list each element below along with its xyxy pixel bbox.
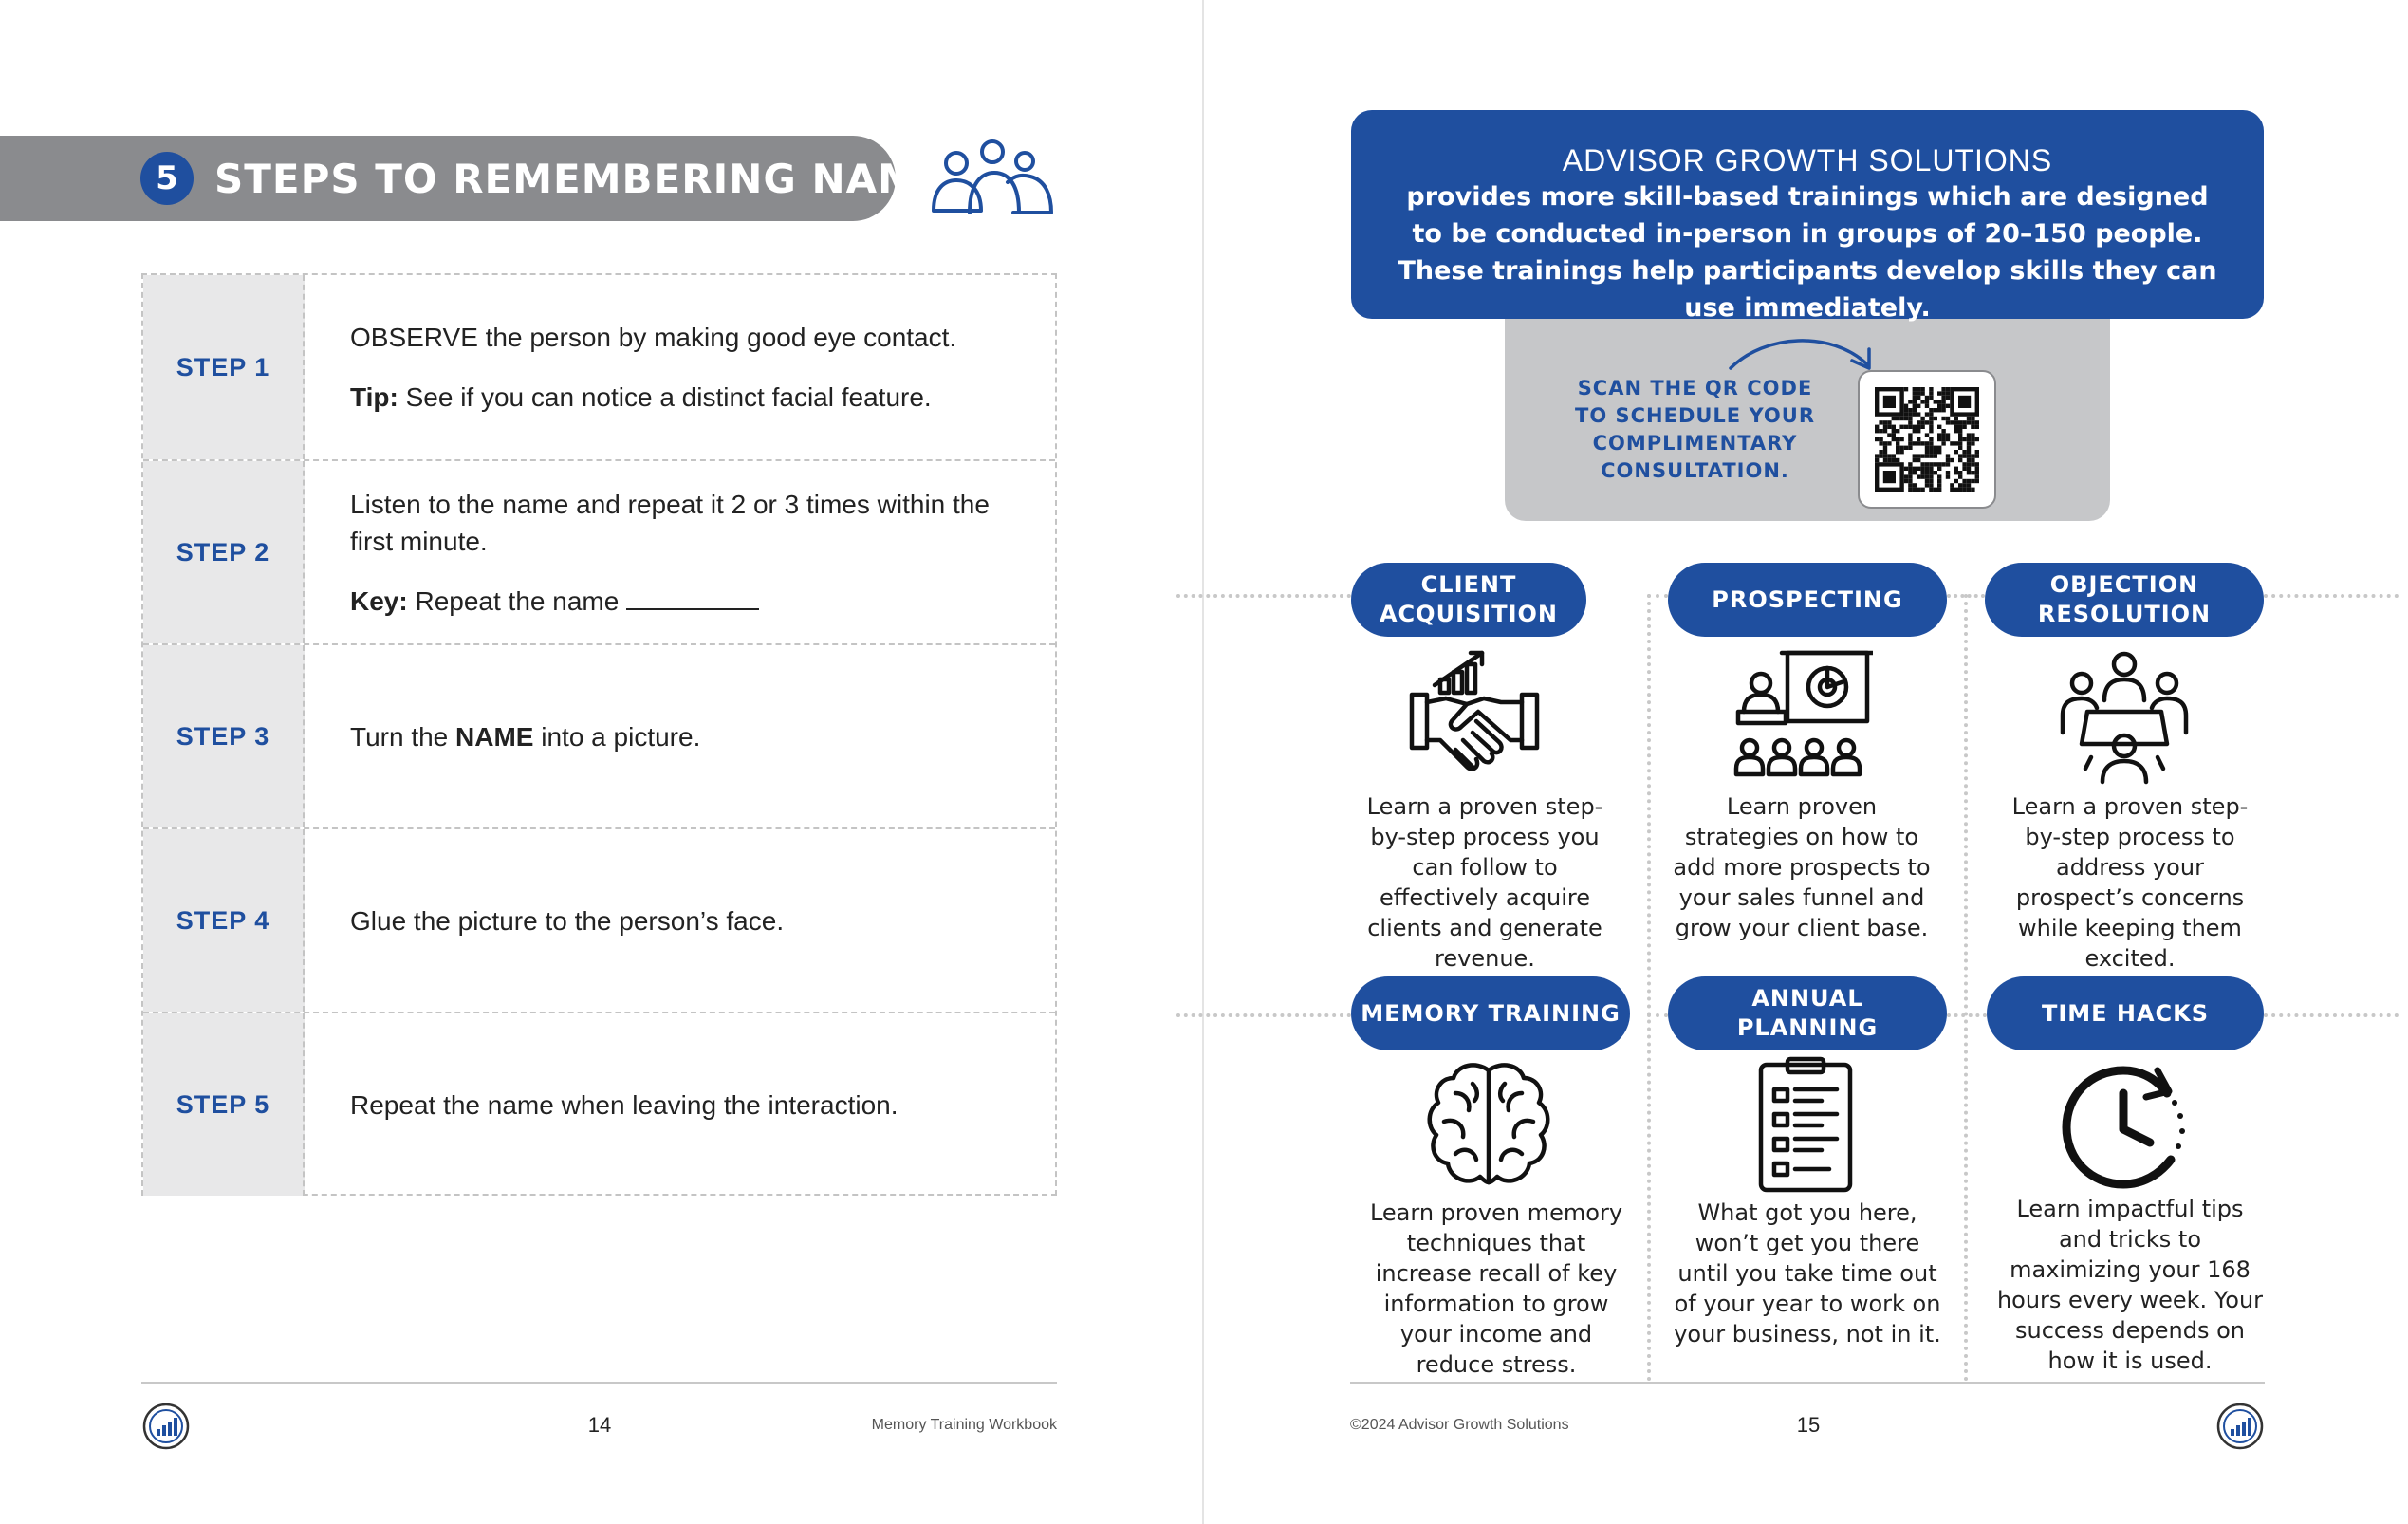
step-text: Repeat the name when leaving the interaction. [350, 1089, 898, 1120]
training-description: What got you here, won’t get you there until you take time out of your year to work on your business, not in it. [1674, 1199, 1941, 1347]
dotted-divider [2264, 1013, 2399, 1017]
dotted-divider [2264, 594, 2399, 598]
table-row [143, 643, 1055, 827]
qr-code-icon [1860, 372, 1994, 507]
book-title: Memory Training Workbook [871, 1417, 1057, 1433]
training-title-prospecting: PROSPECTING [1668, 563, 1947, 637]
steps-table [141, 273, 1057, 1196]
table-row [143, 459, 1055, 643]
dotted-divider [1964, 594, 1968, 1382]
table-row [143, 827, 1055, 1012]
training-title-memory-training: MEMORY TRAINING [1351, 976, 1630, 1050]
table-row [143, 275, 1055, 459]
step-body [350, 461, 1033, 643]
step-body [350, 1013, 1033, 1196]
step-tip: Tip: See if you can notice a distinct facial feature. [350, 382, 932, 412]
step-text: Glue the picture to the person’s face. [350, 905, 785, 936]
step-label: STEP 5 [143, 1013, 305, 1196]
step-label: STEP 4 [143, 829, 305, 1012]
step-text: OBSERVE the person by making good eye contact. [350, 323, 957, 352]
training-description: Learn proven strategies on how to add more prospects to your sales funnel and grow your client base. [1673, 793, 1931, 941]
people-group-icon [928, 135, 1057, 226]
qr-code[interactable] [1858, 370, 1996, 509]
handshake-growth-icon [1406, 645, 1548, 788]
training-description: Learn a proven step-by-step process to address your prospect’s concerns while keeping them excited. [2011, 793, 2249, 972]
page-number: 14 [587, 1413, 612, 1437]
training-title-time-hacks: TIME HACKS [1987, 976, 2264, 1050]
qr-caption: SCAN THE QR CODE TO SCHEDULE YOUR COMPLIMENTARY CONSULTATION. [1575, 377, 1815, 482]
step-label: STEP 3 [143, 645, 305, 827]
copyright: ©2024 Advisor Growth Solutions [1350, 1417, 1569, 1433]
logo-icon [2216, 1403, 2264, 1450]
dotted-divider [1176, 1013, 1351, 1017]
step-text: Listen to the name and repeat it 2 or 3 times within the first minute. [350, 489, 990, 556]
clipboard-checklist-icon [1734, 1055, 1877, 1198]
page-title: STEPS TO REMEMBERING NAMES [214, 156, 976, 202]
title-number-badge: 5 [140, 152, 194, 205]
step-body [350, 275, 1033, 459]
company-name: ADVISOR GROWTH SOLUTIONS [1562, 143, 2053, 177]
fill-in-blank[interactable] [626, 584, 759, 610]
step-body [350, 645, 1033, 827]
step-text: Turn the NAME into a picture. [350, 721, 701, 752]
training-title-annual-planning: ANNUAL PLANNING [1668, 976, 1947, 1050]
training-description: Learn impactful tips and tricks to maximizing your 168 hours every week. Your success depends on how it is used. [1996, 1196, 2264, 1374]
header-banner [1351, 110, 2264, 323]
step-key: Key: Repeat the name [350, 583, 1033, 620]
team-meeting-icon [2053, 645, 2195, 788]
step-label: STEP 1 [143, 275, 305, 459]
brain-icon [1417, 1055, 1560, 1198]
presentation-audience-icon [1731, 645, 1873, 788]
step-label: STEP 2 [143, 461, 305, 643]
clock-icon [2055, 1055, 2197, 1198]
training-description: Learn a proven step-by-step process you can follow to effectively acquire clients and generate revenue. [1366, 793, 1603, 972]
dotted-divider [1176, 594, 1351, 598]
footer-divider [141, 1382, 1057, 1384]
training-description: Learn proven memory techniques that increase recall of key information to grow your income and reduce stress. [1369, 1199, 1623, 1378]
curved-arrow-icon [1727, 326, 1879, 380]
logo-icon [142, 1403, 190, 1450]
table-row [143, 1012, 1055, 1196]
company-description: provides more skill-based trainings which are designed to be conducted in-person in groups of 20–150 people. These trainings help participants develop skills they can use immediately. [1398, 182, 2217, 323]
step-body [350, 829, 1033, 1012]
training-title-client-acquisition: CLIENT ACQUISITION [1351, 563, 1586, 637]
footer-divider [1350, 1382, 2265, 1384]
dotted-divider [1647, 594, 1651, 1382]
page-number: 15 [1796, 1413, 1821, 1437]
book-spine [1202, 0, 1204, 1524]
training-title-objection-resolution: OBJECTION RESOLUTION [1985, 563, 2264, 637]
